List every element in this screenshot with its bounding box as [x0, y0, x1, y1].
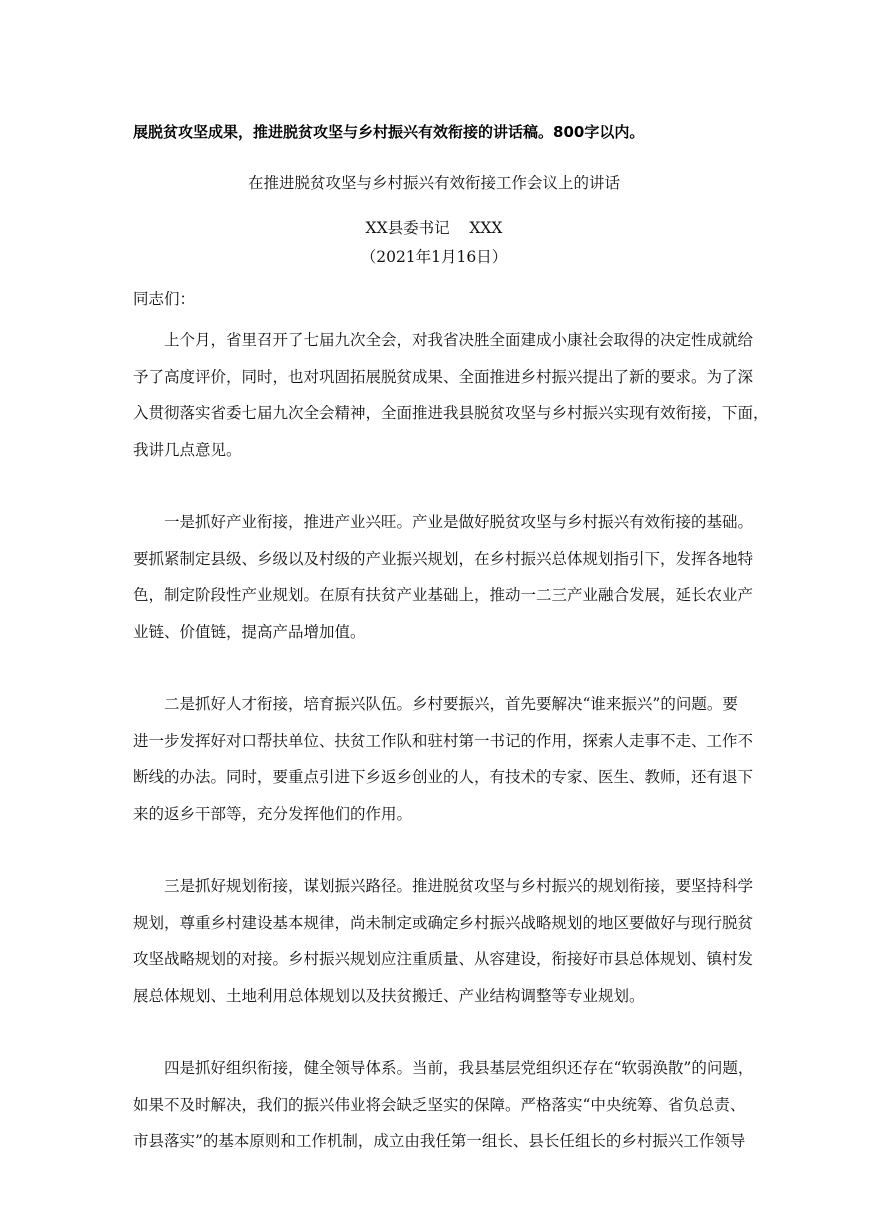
paragraph-line: 如果不及时解决，我们的振兴伟业将会缺乏坚实的保障。严格落实“中央统筹、省负总责、: [133, 1095, 746, 1114]
paragraph-line: 入贯彻落实省委七届九次全会精神，全面推进我县脱贫攻坚与乡村振兴实现有效衔接，下面，: [133, 404, 769, 422]
paragraph-intro: [133, 322, 769, 468]
paragraph-line: 一是抓好产业衔接，推进产业兴旺。产业是做好脱贫攻坚与乡村振兴有效衔接的基础。: [164, 513, 754, 531]
paragraph-industry: [133, 504, 754, 650]
paragraph-line: 进一步发挥好对口帮扶单位、扶贫工作队和驻村第一书记的作用，探索人走事不走、工作不: [133, 731, 754, 750]
paragraph-line: 断线的办法。同时，要重点引进下乡返乡创业的人，有技术的专家、医生、教师，还有退下: [133, 768, 754, 786]
paragraph-line: 市县落实”的基本原则和工作机制，成立由我任第一组长、县长任组长的乡村振兴工作领导: [133, 1132, 746, 1150]
speaker-line: XX县委书记 XXX: [365, 219, 503, 237]
paragraph-line: 来的返乡干部等，充分发挥他们的作用。: [133, 804, 413, 823]
paragraph-line: 三是抓好规划衔接，谋划振兴路径。推进脱贫攻坚与乡村振兴的规划衔接，要坚持科学: [164, 877, 754, 895]
paragraph-line: 四是抓好组织衔接，健全领导体系。当前，我县基层党组织还存在“软弱涣散”的问题，: [164, 1059, 754, 1077]
paragraph-line: 上个月，省里召开了七届九次全会，对我省决胜全面建成小康社会取得的决定性成就给: [164, 331, 754, 349]
paragraph-line: 规划，尊重乡村建设基本规律，尚未制定或确定乡村振兴战略规划的地区要做好与现行脱贫: [133, 913, 754, 932]
paragraph-line: 业链、价值链，提高产品增加值。: [133, 622, 366, 641]
paragraph-line: 攻坚战略规划的对接。乡村振兴规划应注重质量、从容建设，衔接好市县总体规划、镇村发: [133, 950, 754, 968]
paragraph-line: 展总体规划、土地利用总体规划以及扶贫搬迁、产业结构调整等专业规划。: [133, 986, 645, 1005]
paragraph-line: 予了高度评价，同时，也对巩固拓展脱贫成果、全面推进乡村振兴提出了新的要求。为了深: [133, 367, 754, 386]
speech-date: （2021年1月16日）: [360, 248, 508, 266]
paragraph-organization: [133, 1050, 754, 1160]
paragraph-line: 要抓紧制定县级、乡级以及村级的产业振兴规划，在乡村振兴总体规划指引下，发挥各地特: [133, 549, 754, 568]
paragraph-talent: [133, 686, 754, 832]
prompt-line: 展脱贫攻坚成果，推进脱贫攻坚与乡村振兴有效衔接的讲话稿。800字以内。: [133, 123, 645, 141]
paragraph-line: 我讲几点意见。: [133, 440, 242, 459]
salutation: 同志们：: [133, 290, 196, 308]
paragraph-line: 色，制定阶段性产业规划。在原有扶贫产业基础上，推动一二三产业融合发展，延长农业产: [133, 586, 754, 604]
speech-title: 在推进脱贫攻坚与乡村振兴有效衔接工作会议上的讲话: [247, 174, 620, 192]
paragraph-planning: [133, 868, 754, 1014]
paragraph-line: 二是抓好人才衔接，培育振兴队伍。乡村要振兴，首先要解决“谁来振兴”的问题。要: [164, 695, 738, 713]
